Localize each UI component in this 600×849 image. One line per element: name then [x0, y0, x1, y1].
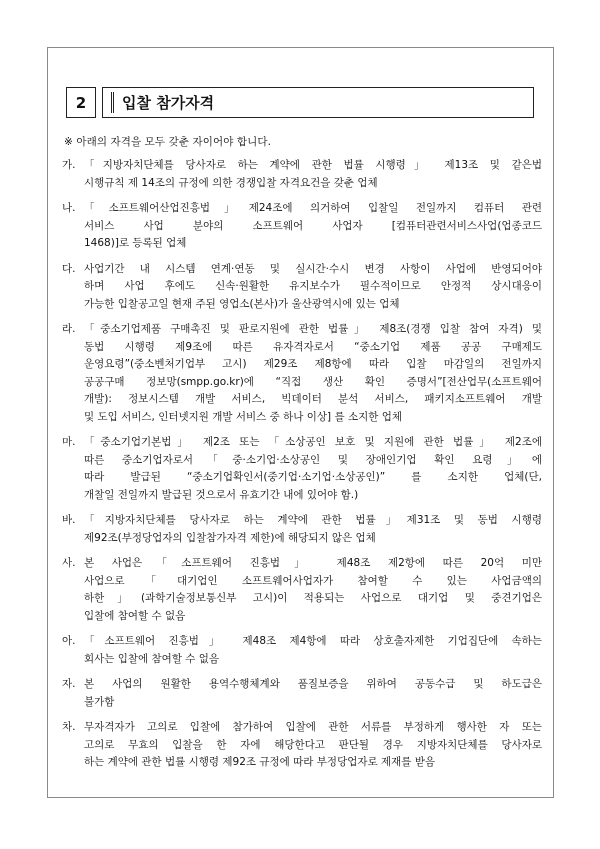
list-item-line: 및 도입 서비스, 인터넷지원 개발 서비스 중 하나 이상] 를 소지한 업체: [84, 410, 403, 423]
list-item-text: [84, 200, 542, 253]
list-item-line: 「지방자치단체를 당사자로 하는 계약에 관한 법률」제31조 및 동법 시행령: [84, 514, 542, 526]
list-item-text: [84, 512, 542, 547]
list-item-text: [84, 676, 542, 711]
list-item-line: 「중소기업기본법」 제2조 또는 「소상공인 보호 및 지원에 관한 법률」 제2조에: [84, 436, 542, 448]
list-item-line: 본 사업은「소프트웨어 진흥법」 제48조 제2항에 따른 20억 미만: [84, 557, 542, 569]
list-item-line: 하한」(과학기술정보통신부 고시)이 적용되는 사업으로 대기업 및 중견기업은: [84, 592, 542, 604]
list-item-line: 개찰일 전일까지 발급된 것으로서 유효기간 내에 있어야 함.): [84, 488, 359, 501]
list-item-line: 본 사업의 원활한 용역수행체계와 품질보증을 위하여 공동수급 및 하도급은: [84, 678, 542, 690]
list-item-line: 「지방자치단체를 당사자로 하는 계약에 관한 법률 시행령」 제13조 및 같은법: [84, 159, 542, 171]
list-item-line: 1468)]로 등록된 업체: [84, 237, 187, 249]
list-item: [62, 434, 542, 504]
list-item-label: 아.: [62, 635, 76, 647]
list-item: [62, 633, 542, 668]
list-item-text: [84, 157, 542, 192]
section-title-box: [102, 87, 534, 118]
list-item-line: 하며 사업 후에도 신속·원활한 유지보수가 필수적이므로 안정적 상시대응이: [84, 280, 542, 292]
section-number: 2: [66, 87, 96, 118]
list-item: [62, 157, 542, 192]
list-item-line: 입찰에 참여할 수 없음: [84, 609, 186, 622]
list-item-line: 공공구매 정보망(smpp.go.kr)에 “직접 생산 확인 증명서”[전산업무(소프트웨어: [84, 375, 542, 388]
list-item-line: 가능한 입찰공고일 현재 주된 영업소(본사)가 울산광역시에 있는 업체: [84, 297, 400, 310]
list-item-line: 하는 계약에 관한 법률 시행령 제92조 규정에 따라 부정당업자로 제재를 받음: [84, 756, 436, 768]
list-item-text: [84, 321, 542, 426]
list-item-label: 가.: [62, 159, 76, 171]
list-item-line: 시행규칙 제 14조의 규정에 의한 경쟁입찰 자격요건을 갖춘 업체: [84, 176, 378, 189]
list-item-line: 사업기간 내 시스템 연계·연동 및 실시간·수시 변경 사항이 사업에 반영되어야: [84, 262, 542, 275]
section-header: [66, 87, 534, 118]
list-item-label: 다.: [62, 262, 76, 275]
list-item-text: [84, 434, 542, 504]
list-item: [62, 676, 542, 711]
list-item: [62, 200, 542, 253]
list-item: [62, 555, 542, 625]
list-item: [62, 512, 542, 547]
list-item-line: 사업으로「대기업인 소프트웨어사업자가 참여할 수 있는 사업금액의: [84, 574, 542, 587]
list-item-line: 무자격자가 고의로 입찰에 참가하여 입찰에 관한 서류를 부정하게 행사한 자 또는: [84, 721, 542, 733]
eligibility-list: [62, 157, 542, 780]
list-item-line: 서비스 사업 분야의 소프트웨어 사업자 [컴퓨터관련서비스사업(업종코드: [84, 219, 542, 232]
list-item-label: 라.: [62, 323, 76, 335]
list-item-line: 회사는 입찰에 참여할 수 없음: [84, 652, 220, 665]
list-item-line: 따른 중소기업자로서「중·소기업·소상공인 및 장애인기업 확인 요령」에: [84, 453, 542, 466]
list-item-line: 「중소기업제품 구매촉진 및 판로지원에 관한 법률」 제8조(경쟁 입찰 참여 자격) 및: [84, 323, 542, 335]
section-title: 입찰 참가자격: [111, 92, 214, 113]
list-item-line: 「소프트웨어 진흥법」 제48조 제4항에 따라 상호출자제한 기업집단에 속하는: [84, 635, 542, 647]
list-item-text: [84, 633, 542, 668]
list-item-text: [84, 555, 542, 625]
list-item-label: 마.: [62, 436, 76, 448]
list-item-text: [84, 719, 542, 772]
list-item-label: 차.: [62, 721, 76, 733]
list-item: [62, 261, 542, 314]
list-item-line: 제92조(부정당업자의 입찰참가자격 제한)에 해당되지 않은 업체: [84, 531, 376, 544]
list-item-label: 바.: [62, 514, 76, 526]
list-item-label: 자.: [62, 678, 76, 690]
list-item-line: 「소프트웨어산업진흥법」제24조에 의거하여 입찰일 전일까지 컴퓨터 관련: [84, 202, 542, 214]
list-item: [62, 321, 542, 426]
list-item-line: 운영요령”(중소벤처기업부 고시) 제29조 제8항에 따라 입찰 마감일의 전일까지: [84, 358, 542, 370]
intro-note: ※ 아래의 자격을 모두 갖춘 자이어야 합니다.: [64, 136, 272, 148]
list-item-line: 개발): 정보시스템 개발 서비스, 빅데이터 분석 서비스, 패키지소프트웨어 개발: [84, 393, 542, 405]
list-item-label: 나.: [62, 202, 76, 214]
list-item: [62, 719, 542, 772]
list-item-line: 불가함: [84, 695, 115, 708]
list-item-line: 고의로 무효의 입찰을 한 자에 해당한다고 판단될 경우 지방자치단체를 당사자로: [84, 738, 542, 751]
list-item-line: 따라 발급된 “중소기업확인서(중기업·소기업·소상공인)” 를 소지한 업체(단,: [84, 471, 542, 483]
list-item-line: 동법 시행령 제9조에 따른 유자격자로서 “중소기업 제품 공공 구매제도: [84, 340, 542, 353]
list-item-text: [84, 261, 542, 314]
list-item-label: 사.: [62, 557, 76, 569]
